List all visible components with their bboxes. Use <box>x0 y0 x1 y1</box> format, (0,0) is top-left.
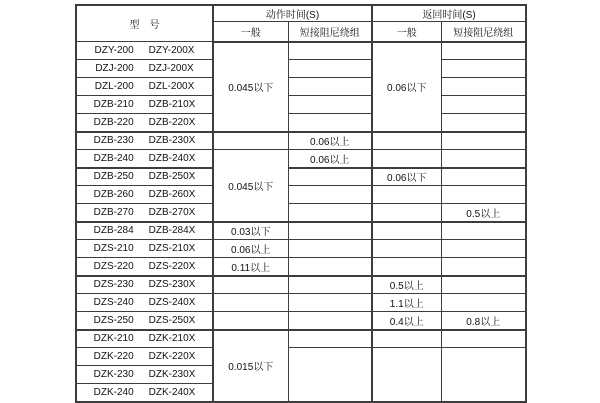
action-damping-cell <box>288 186 372 204</box>
model-name: DZL-200 <box>94 81 134 92</box>
return-general-cell <box>372 222 441 240</box>
model-cell <box>76 42 213 60</box>
col-header-model: 型 号 <box>76 5 213 42</box>
model-name-x: DZK-220X <box>148 351 196 362</box>
table-header <box>76 5 526 42</box>
model-name-x: DZS-250X <box>148 314 196 326</box>
model-name: DZB-230 <box>93 135 134 147</box>
model-name: DZK-240 <box>93 386 134 398</box>
action-damping-cell <box>288 78 372 96</box>
return-damping-cell <box>441 78 526 96</box>
table-row <box>76 78 526 96</box>
model-name: DZY-200 <box>94 45 134 56</box>
action-general-cell <box>213 312 288 330</box>
model-name: DZB-210 <box>93 99 134 110</box>
model-cell <box>76 276 213 294</box>
action-damping-cell <box>288 348 372 402</box>
table-row <box>76 258 526 276</box>
model-name-x: DZK-230X <box>148 369 196 380</box>
table-row <box>76 132 526 150</box>
model-cell <box>76 222 213 240</box>
model-name: DZB-220 <box>93 116 134 128</box>
return-damping-cell <box>441 96 526 114</box>
col-header-action-general: 一般 <box>213 22 288 42</box>
model-name: DZJ-200 <box>95 63 134 74</box>
table-row <box>76 60 526 78</box>
return-damping-cell <box>441 114 526 132</box>
table-row <box>76 330 526 348</box>
model-name-x: DZB-260X <box>148 189 196 200</box>
model-name-x: DZB-284X <box>148 225 196 237</box>
return-general-cell <box>372 186 441 204</box>
return-general-cell <box>372 330 441 348</box>
table-row <box>76 114 526 132</box>
action-damping-cell <box>288 312 372 330</box>
model-name-x: DZB-230X <box>148 135 196 147</box>
return-damping-cell: 0.5以上 <box>441 204 526 222</box>
relay-spec-table <box>75 4 527 403</box>
model-name: DZK-230 <box>93 369 134 380</box>
table-row <box>76 240 526 258</box>
return-general-cell <box>372 132 441 150</box>
model-name: DZK-210 <box>93 333 134 345</box>
return-general-cell: 0.4以上 <box>372 312 441 330</box>
model-cell <box>76 294 213 312</box>
table-row <box>76 222 526 240</box>
action-damping-cell <box>288 258 372 276</box>
return-damping-cell <box>441 186 526 204</box>
model-cell <box>76 240 213 258</box>
return-general-cell <box>372 258 441 276</box>
return-damping-cell <box>441 330 526 348</box>
return-damping-cell <box>441 150 526 168</box>
col-header-return-damping: 短接阻尼绕组 <box>441 22 526 42</box>
model-name-x: DZK-240X <box>148 386 196 398</box>
header-group-row <box>76 5 526 22</box>
col-header-action-damping: 短接阻尼绕组 <box>288 22 372 42</box>
action-damping-cell <box>288 42 372 60</box>
action-damping-cell <box>288 60 372 78</box>
model-cell <box>76 114 213 132</box>
model-name-x: DZB-210X <box>148 99 196 110</box>
return-damping-cell <box>441 258 526 276</box>
model-cell <box>76 384 213 402</box>
model-name: DZS-250 <box>93 314 134 326</box>
action-damping-cell <box>288 114 372 132</box>
table-row <box>76 276 526 294</box>
action-general-cell: 0.03以下 <box>213 222 288 240</box>
table-row <box>76 294 526 312</box>
table-row <box>76 42 526 60</box>
action-general-cell: 0.045以下 <box>213 42 288 132</box>
return-general-cell <box>372 204 441 222</box>
model-name: DZB-240 <box>93 152 134 164</box>
model-name-x: DZS-230X <box>148 279 196 291</box>
return-damping-cell <box>441 168 526 186</box>
action-damping-cell: 0.06以上 <box>288 150 372 168</box>
action-damping-cell <box>288 294 372 312</box>
table-row <box>76 312 526 330</box>
return-damping-cell <box>441 222 526 240</box>
model-cell <box>76 168 213 186</box>
model-name: DZB-250 <box>93 171 134 183</box>
return-damping-cell <box>441 294 526 312</box>
model-name-x: DZB-240X <box>148 152 196 164</box>
table-row <box>76 348 526 366</box>
table-row <box>76 186 526 204</box>
col-header-return-general: 一般 <box>372 22 441 42</box>
return-damping-cell <box>441 348 526 402</box>
return-general-cell <box>372 150 441 168</box>
action-damping-cell: 0.06以上 <box>288 132 372 150</box>
model-cell <box>76 132 213 150</box>
model-cell <box>76 348 213 366</box>
model-cell <box>76 60 213 78</box>
model-cell <box>76 312 213 330</box>
model-name-x: DZS-210X <box>148 243 196 254</box>
table-row <box>76 150 526 168</box>
action-damping-cell <box>288 222 372 240</box>
model-name-x: DZY-200X <box>148 45 195 56</box>
model-name: DZS-230 <box>93 279 134 291</box>
model-cell <box>76 366 213 384</box>
action-damping-cell <box>288 168 372 186</box>
table-body <box>76 42 526 402</box>
action-general-cell: 0.06以上 <box>213 240 288 258</box>
table-row <box>76 204 526 222</box>
model-cell <box>76 96 213 114</box>
model-cell <box>76 186 213 204</box>
model-name-x: DZJ-200X <box>148 63 194 74</box>
model-name: DZK-220 <box>93 351 134 362</box>
model-cell <box>76 78 213 96</box>
action-general-cell: 0.11以上 <box>213 258 288 276</box>
model-name-x: DZB-220X <box>148 116 196 128</box>
action-damping-cell <box>288 330 372 348</box>
return-damping-cell <box>441 132 526 150</box>
model-name-x: DZL-200X <box>148 81 195 92</box>
model-name: DZB-284 <box>93 225 134 237</box>
action-general-cell: 0.045以下 <box>213 150 288 222</box>
model-name-x: DZS-220X <box>148 260 196 272</box>
return-damping-cell <box>441 276 526 294</box>
model-cell <box>76 204 213 222</box>
return-damping-cell <box>441 42 526 60</box>
model-name-x: DZS-240X <box>148 297 196 308</box>
action-general-cell <box>213 132 288 150</box>
col-header-return-time: 返回时间(S) <box>372 5 526 22</box>
return-general-cell <box>372 348 441 402</box>
action-damping-cell <box>288 204 372 222</box>
model-name-x: DZB-270X <box>148 206 196 218</box>
model-cell <box>76 258 213 276</box>
model-cell <box>76 330 213 348</box>
return-general-cell <box>372 240 441 258</box>
model-name: DZB-270 <box>93 206 134 218</box>
action-general-cell <box>213 294 288 312</box>
return-general-cell: 0.5以上 <box>372 276 441 294</box>
return-damping-cell <box>441 240 526 258</box>
model-name: DZB-260 <box>93 189 134 200</box>
table-row <box>76 168 526 186</box>
model-name: DZS-220 <box>93 260 134 272</box>
action-damping-cell <box>288 276 372 294</box>
return-damping-cell <box>441 60 526 78</box>
return-general-cell: 1.1以上 <box>372 294 441 312</box>
model-name: DZS-210 <box>93 243 134 254</box>
action-damping-cell <box>288 240 372 258</box>
return-general-cell: 0.06以下 <box>372 42 441 132</box>
table-row <box>76 96 526 114</box>
return-general-cell: 0.06以下 <box>372 168 441 186</box>
model-cell <box>76 150 213 168</box>
model-name-x: DZB-250X <box>148 171 196 183</box>
return-damping-cell: 0.8以上 <box>441 312 526 330</box>
action-damping-cell <box>288 96 372 114</box>
col-header-action-time: 动作时间(S) <box>213 5 372 22</box>
model-name: DZS-240 <box>93 297 134 308</box>
action-general-cell: 0.015以下 <box>213 330 288 402</box>
model-name-x: DZK-210X <box>148 333 196 345</box>
action-general-cell <box>213 276 288 294</box>
